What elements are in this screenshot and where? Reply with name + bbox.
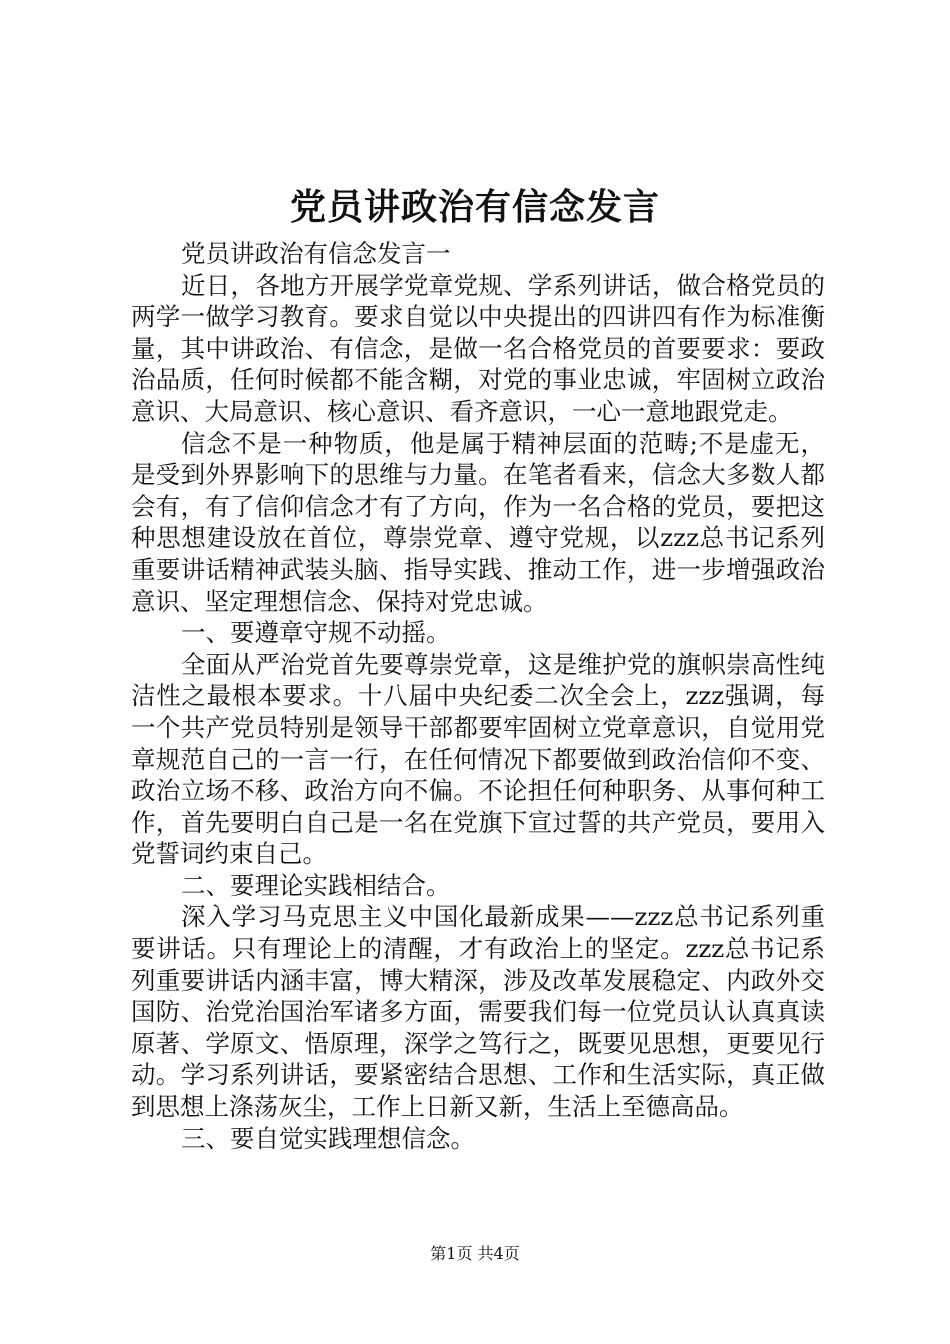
section-heading-3: 三、要自觉实践理想信念。: [181, 1123, 475, 1153]
document-body: [131, 238, 825, 1154]
document-title: 党员讲政治有信念发言: [289, 187, 660, 228]
paragraph: 深入学习马克思主义中国化最新成果——zzz总书记系列重要讲话。只有理论上的清醒，才有政治上的坚定。zzz总书记系列重要讲话内涵丰富，博大精深，涉及改革发展稳定、内政外交国防、治党治国治军诸多方面，需要我们每一位党员认认真真读原著、学原文、悟原理，深学之笃行之，既要见思想，更要见行动。学习系列讲话，要紧密结合思想、工作和生活实际，真正做到思想上涤荡灰尘，工作上日新又新，生活上至德高品。: [131, 902, 825, 1122]
section-heading-2: 二、要理论实践相结合。: [181, 870, 451, 900]
paragraph: 近日，各地方开展学党章党规、学系列讲话，做合格党员的两学一做学习教育。要求自觉以中央提出的四讲四有作为标准衡量，其中讲政治、有信念，是做一名合格党员的首要要求：要政治品质，任何时候都不能含糊，对党的事业忠诚，牢固树立政治意识、大局意识、核心意识、看齐意识，一心一意地跟党走。: [131, 270, 825, 426]
page-footer: 第1页 共4页: [430, 1244, 520, 1263]
paragraph: 全面从严治党首先要尊崇党章，这是维护党的旗帜崇高性纯洁性之最根本要求。十八届中央纪委二次全会上，zzz强调，每一个共产党员特别是领导干部都要牢固树立党章意识，自觉用党章规范自己的一言一行，在任何情况下都要做到政治信仰不变、政治立场不移、政治方向不偏。不论担任何种职务、从事何种工作，首先要明白自己是一名在党旗下宣过誓的共产党员，要用入党誓词约束自己。: [131, 649, 825, 869]
section-heading-1: 一、要遵章守规不动摇。: [181, 618, 451, 648]
paragraph-heading: 党员讲政治有信念发言一: [181, 239, 451, 268]
paragraph: 信念不是一种物质，他是属于精神层面的范畴;不是虚无，是受到外界影响下的思维与力量。在笔者看来，信念大多数人都会有，有了信仰信念才有了方向，作为一名合格的党员，要把这种思想建设放在首位，尊崇党章、遵守党规，以zzz总书记系列重要讲话精神武装头脑、指导实践、推动工作，进一步增强政治意识、坚定理想信念、保持对党忠诚。: [131, 428, 825, 616]
